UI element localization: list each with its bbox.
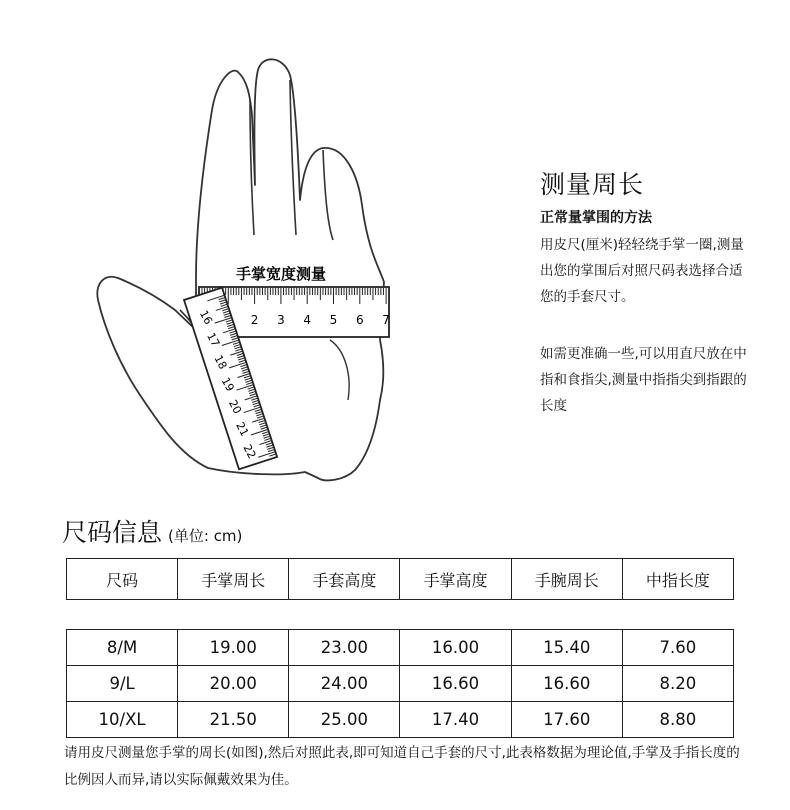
size-info-title: 尺码信息 bbox=[62, 518, 163, 547]
table-cell: 23.00 bbox=[289, 630, 400, 666]
ruler-label: 21 bbox=[233, 419, 252, 439]
size-info-unit: (单位: cm) bbox=[168, 527, 243, 545]
table-row bbox=[67, 702, 734, 738]
finger-line-2 bbox=[290, 80, 296, 235]
palm-width-label: 手掌宽度测量 bbox=[236, 265, 327, 283]
table-cell: 17.60 bbox=[511, 702, 622, 738]
ruler-label: 16 bbox=[196, 308, 215, 327]
column-header: 手套高度 bbox=[289, 559, 400, 600]
ruler-label: 2 bbox=[250, 313, 259, 327]
table-cell: 8.80 bbox=[622, 702, 733, 738]
ruler-label: 20 bbox=[225, 397, 244, 417]
header-row bbox=[67, 559, 734, 600]
table-cell: 17.40 bbox=[400, 702, 511, 738]
method-subtitle: 正常量掌围的方法 bbox=[540, 210, 652, 226]
table-cell: 20.00 bbox=[178, 666, 289, 702]
column-header: 中指长度 bbox=[622, 559, 733, 600]
table-cell: 25.00 bbox=[289, 702, 400, 738]
ruler-label: 4 bbox=[303, 313, 312, 327]
column-header: 手掌周长 bbox=[178, 559, 289, 600]
palm-line bbox=[330, 340, 349, 400]
size-cell: 9/L bbox=[67, 666, 178, 702]
method-paragraph-1: 用皮尺(厘米)轻轻绕手掌一圈,测量出您的掌围后对照尺码表选择合适您的手套尺寸。 bbox=[540, 237, 744, 305]
column-header: 手掌高度 bbox=[400, 559, 511, 600]
table-cell: 19.00 bbox=[178, 630, 289, 666]
ruler-label: 19 bbox=[218, 375, 237, 394]
table-row bbox=[67, 666, 734, 702]
measure-title: 测量周长 bbox=[540, 170, 645, 199]
ruler-label: 18 bbox=[211, 352, 230, 372]
size-info-heading bbox=[62, 513, 242, 549]
table-cell: 7.60 bbox=[622, 630, 733, 666]
table-cell: 24.00 bbox=[289, 666, 400, 702]
ruler-label: 7 bbox=[382, 313, 390, 327]
table-cell: 16.60 bbox=[400, 666, 511, 702]
ruler-label: 17 bbox=[204, 330, 223, 350]
method-paragraph-2: 如需更准确一些,可以用直尺放在中指和食指尖,测量中指指尖到指跟的长度 bbox=[540, 346, 747, 414]
size-table-header bbox=[66, 558, 734, 600]
size-cell: 10/XL bbox=[67, 702, 178, 738]
ruler-label: 3 bbox=[277, 313, 285, 327]
ruler-label: 22 bbox=[240, 442, 259, 461]
finger-line-3 bbox=[323, 150, 333, 240]
table-cell: 16.00 bbox=[400, 630, 511, 666]
table-cell: 15.40 bbox=[511, 630, 622, 666]
size-cell: 8/M bbox=[67, 630, 178, 666]
table-row bbox=[67, 630, 734, 666]
table-cell: 8.20 bbox=[622, 666, 733, 702]
column-header: 手腕周长 bbox=[511, 559, 622, 600]
ruler-label: 5 bbox=[329, 313, 338, 327]
table-cell: 16.60 bbox=[511, 666, 622, 702]
footnote: 请用皮尺测量您手掌的周长(如图),然后对照此表,即可知道自己手套的尺寸,此表格数据为理论值,手掌及手指长度的比例因人而异,请以实际佩戴效果为佳。 bbox=[64, 745, 740, 788]
table-cell: 21.50 bbox=[178, 702, 289, 738]
size-table-data bbox=[66, 629, 734, 738]
ruler-label: 6 bbox=[355, 313, 364, 327]
column-header: 尺码 bbox=[67, 559, 178, 600]
